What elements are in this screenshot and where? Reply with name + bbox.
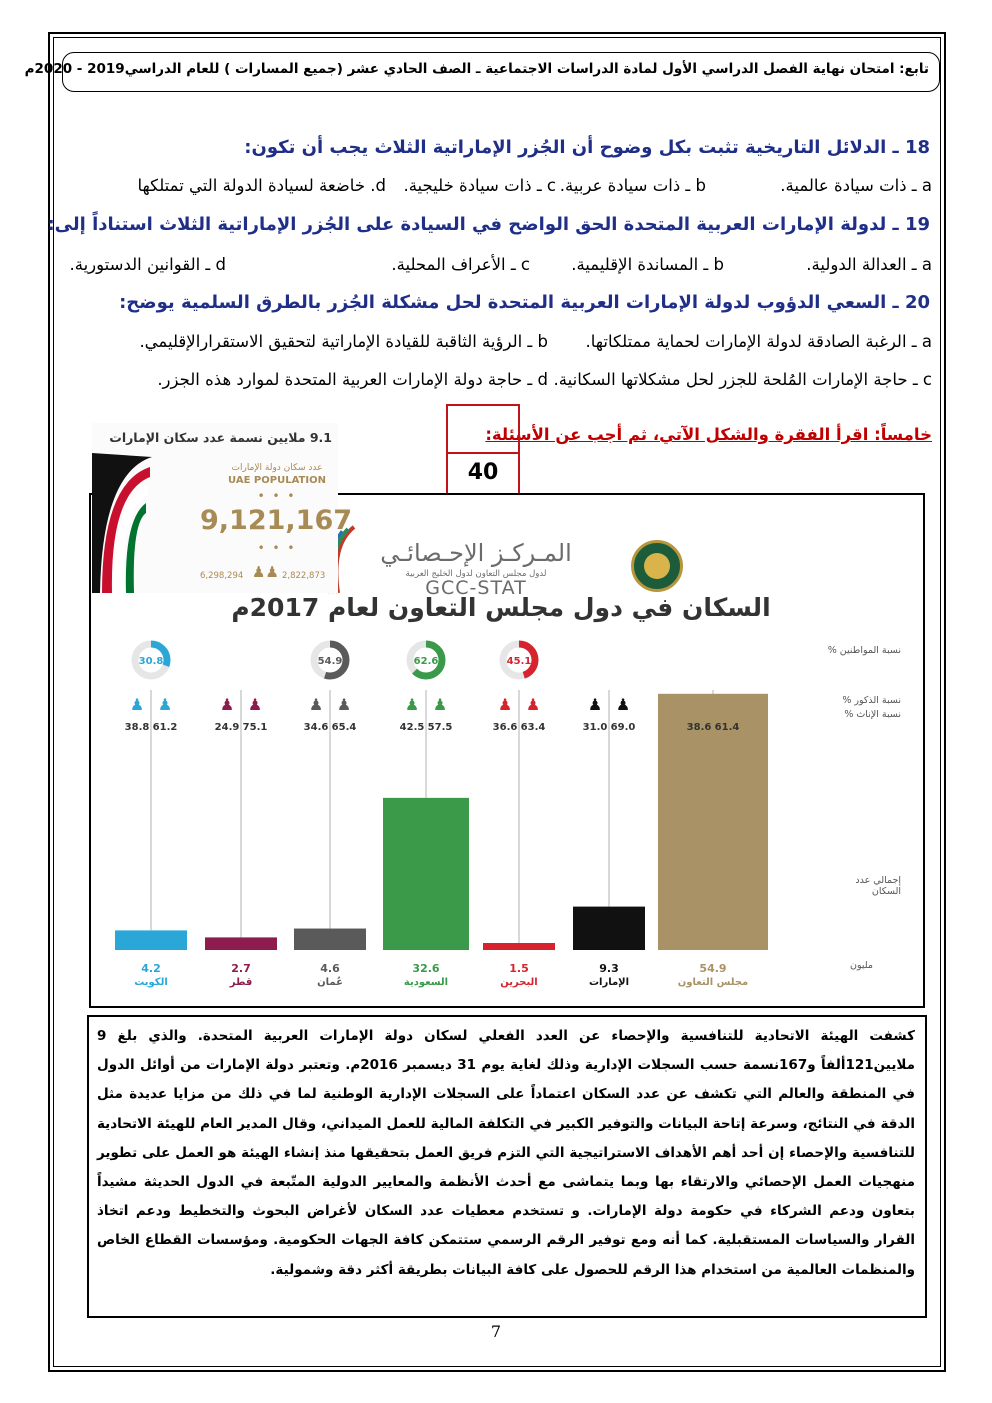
male-pct-label: 61.2 <box>152 722 178 733</box>
uae-female-count: 2,822,873 <box>282 571 326 581</box>
female-icon: ♟ <box>129 695 145 714</box>
reading-paragraph-text: كشفت الهيئة الاتحادية للتنافسية والإحصاء عن العدد الفعلي لسكان دولة الإمارات العربية المتحدة. والذي بلغ 9 ملايين121ألفاً و167نسمة حسب السجلات الإدارية وذلك لغاية يوم 31 ديسمبر 2016م. وتعتبر دولة الإمارات من أوائل الدول في المنطقة والعالم التي تكشف عن عدد السكان اعتماداً على السجلات الإدارية الوطنية لما في ذلك من مزايا عديدة مثل الدقة في النتائج، وسرعة إتاحة البيانات والتوفير الكبير في التكلفة المالية للعمل الميداني، وقال المدير العام للهيئة الاتحادية للتنافسية والإحصاء إن أحد أهم الأهداف الاستراتيجية التي التزم فريق العمل بتحقيقها منذ إنشاء الهيئة هو العمل على تطوير منهجيات العمل الإحصائي والارتقاء بها وبما يتماشى مع أحدث الأنظمة والمعايير الدولية المتّبعة في الدول الحديثة مشيداً بتعاون ودعم الشركاء في حكومة دولة الإمارات. و تستخدم معطيات عدد السكان لأغراض البحوث والتخطيط ودعم اتخاذ القرار والسياسات المستقبلية. كما أنه ومع توفير الرقم الرسمي ستتمكن كافة الجهات الحكومية. ومؤسسات القطاع الخاص والمنظمات العالمية من استخدام هذا الرقم للحصول على كافة البيانات بطريقة أكثر دقة وشمولية. <box>97 1028 915 1278</box>
citizens-pct-label: 45.1 <box>506 656 532 667</box>
people-icon: ♟♟ <box>252 563 279 581</box>
bar-2 <box>294 929 366 950</box>
bar-6 <box>658 694 768 950</box>
category-label: قطر <box>229 977 253 988</box>
male-icon: ♟ <box>157 695 173 714</box>
bar-value-label: 4.6 <box>320 962 340 975</box>
score-value: 40 <box>467 460 499 485</box>
uae-subtitle-ar: عدد سكان دولة الإمارات <box>231 463 323 473</box>
unit-label: مليون <box>850 960 873 971</box>
male-pct-label: 63.4 <box>520 722 546 733</box>
page-number: 7 <box>490 1322 502 1341</box>
bar-value-label: 1.5 <box>509 962 529 975</box>
q19-option-b[interactable]: b ـ المساندة الإقليمية. <box>571 255 724 274</box>
row-label-males: نسبة الذكور % <box>842 695 901 706</box>
q18-option-c[interactable]: c ـ ذات سيادة خليجية. <box>403 176 556 195</box>
category-label: عُمان <box>317 977 343 988</box>
citizens-pct-label: 30.8 <box>138 656 164 667</box>
q20-option-a[interactable]: a ـ الرغبة الصادقة لدولة الإمارات لحماية ممتلكاتها. <box>585 332 932 351</box>
male-pct-label: 65.4 <box>331 722 357 733</box>
bar-value-label: 2.7 <box>231 962 251 975</box>
male-pct-label: 61.4 <box>714 722 740 733</box>
uae-dots-top: • • • <box>257 489 297 503</box>
uae-male-count: 6,298,294 <box>200 571 244 581</box>
score-divider <box>448 452 518 454</box>
bar-1 <box>205 937 277 950</box>
uae-subtitle-en: UAE POPULATION <box>228 475 326 486</box>
bar-value-label: 4.2 <box>141 962 161 975</box>
category-label: البحرين <box>500 977 538 988</box>
question-18: 18 ـ الدلائل التاريخية تثبت بكل وضوح أن الجُزر الإماراتية الثلاث يجب أن تكون: <box>244 137 930 158</box>
male-icon: ♟ <box>432 695 448 714</box>
chart-title: السكان في دول مجلس التعاون لعام 2017م <box>231 593 771 622</box>
female-icon: ♟ <box>691 695 707 714</box>
exam-header-title: تابع: امتحان نهاية الفصل الدراسي الأول لمادة الدراسات الاجتماعية ـ الصف الحادي عشر (جميع المسارات ) للعام الدراسي2019 - 2020م <box>24 61 929 77</box>
male-icon: ♟ <box>615 695 631 714</box>
category-label: مجلس التعاون <box>677 977 749 988</box>
reading-paragraph <box>87 1015 927 1318</box>
question-19: 19 ـ لدولة الإمارات العربية المتحدة الحق الواضح في السيادة على الجُزر الإماراتية الثلاث استناداً إلى: <box>47 214 930 235</box>
category-label: الإمارات <box>588 977 630 988</box>
q20-option-d[interactable]: d ـ حاجة دولة الإمارات العربية المتحدة لموارد هذه الجزر. <box>157 370 548 389</box>
male-icon: ♟ <box>525 695 541 714</box>
uae-headline: 9.1 ملايين نسمة عدد سكان الإمارات <box>109 430 332 445</box>
male-icon: ♟ <box>336 695 352 714</box>
female-pct-label: 24.9 <box>214 722 240 733</box>
uae-total-population: 9,121,167 <box>200 505 353 536</box>
gcc-stat-name-ar-sub: لدول مجلس التعاون لدول الخليج العربية <box>405 569 547 579</box>
bar-value-label: 9.3 <box>599 962 619 975</box>
q19-option-c[interactable]: c ـ الأعراف المحلية. <box>391 255 530 274</box>
male-pct-label: 75.1 <box>242 722 268 733</box>
row-label-citizens: نسبة المواطنين % <box>827 645 901 656</box>
bar-value-label: 54.9 <box>699 962 727 975</box>
uae-flag-swoosh-icon <box>92 453 152 593</box>
q20-option-c[interactable]: c ـ حاجة الإمارات المُلحة للجزر لحل مشكلاتها السكانية. <box>553 370 932 389</box>
q19-option-d[interactable]: d ـ القوانين الدستورية. <box>69 255 226 274</box>
gcc-stat-name-ar: المـركـز الإحـصائـي <box>380 539 572 567</box>
row-label-total: إجمالي عدد السكان <box>855 875 901 897</box>
q18-option-b[interactable]: b ـ ذات سيادة عربية. <box>559 176 706 195</box>
female-icon: ♟ <box>308 695 324 714</box>
uae-dots-bottom: • • • <box>257 541 297 555</box>
q19-option-a[interactable]: a ـ العدالة الدولية. <box>806 255 932 274</box>
uae-population-card <box>92 423 353 593</box>
bar-value-label: 32.6 <box>412 962 440 975</box>
female-icon: ♟ <box>587 695 603 714</box>
female-pct-label: 36.6 <box>492 722 518 733</box>
female-icon: ♟ <box>404 695 420 714</box>
male-pct-label: 57.5 <box>427 722 453 733</box>
bar-4 <box>483 943 555 950</box>
male-icon: ♟ <box>247 695 263 714</box>
category-label: السعودية <box>403 977 449 988</box>
female-pct-label: 38.8 <box>124 722 150 733</box>
bar-0 <box>115 930 187 950</box>
section-5-heading: خامساً: اقرأ الفقرة والشكل الآتي، ثم أجب عن الأسئلة: <box>485 425 932 444</box>
exam-header <box>24 52 940 92</box>
female-pct-label: 38.6 <box>686 722 712 733</box>
female-pct-label: 42.5 <box>399 722 425 733</box>
category-label: الكويت <box>134 977 168 988</box>
female-pct-label: 34.6 <box>303 722 329 733</box>
q20-option-b[interactable]: b ـ الرؤية الثاقبة للقيادة الإماراتية لتحقيق الاستقرارالإقليمي. <box>139 332 548 351</box>
score-box <box>446 404 520 502</box>
question-20: 20 ـ السعي الدؤوب لدولة الإمارات العربية المتحدة لحل مشكلة الجُزر بالطرق السلمية يوضح: <box>119 292 930 313</box>
female-icon: ♟ <box>219 695 235 714</box>
bar-5 <box>573 907 645 950</box>
male-pct-label: 69.0 <box>610 722 636 733</box>
female-icon: ♟ <box>497 695 513 714</box>
row-label-females: نسبة الإناث % <box>844 709 901 720</box>
q18-option-a[interactable]: a ـ ذات سيادة عالمية. <box>780 176 932 195</box>
q18-option-d[interactable]: d. خاضعة لسيادة الدولة التي تمتلكها <box>137 176 386 195</box>
male-icon: ♟ <box>719 695 735 714</box>
citizens-pct-label: 54.9 <box>317 656 343 667</box>
bar-3 <box>383 798 469 950</box>
gcc-stat-name-en: GCC-STAT <box>425 577 527 599</box>
citizens-pct-label: 62.6 <box>413 656 439 667</box>
female-pct-label: 31.0 <box>582 722 608 733</box>
